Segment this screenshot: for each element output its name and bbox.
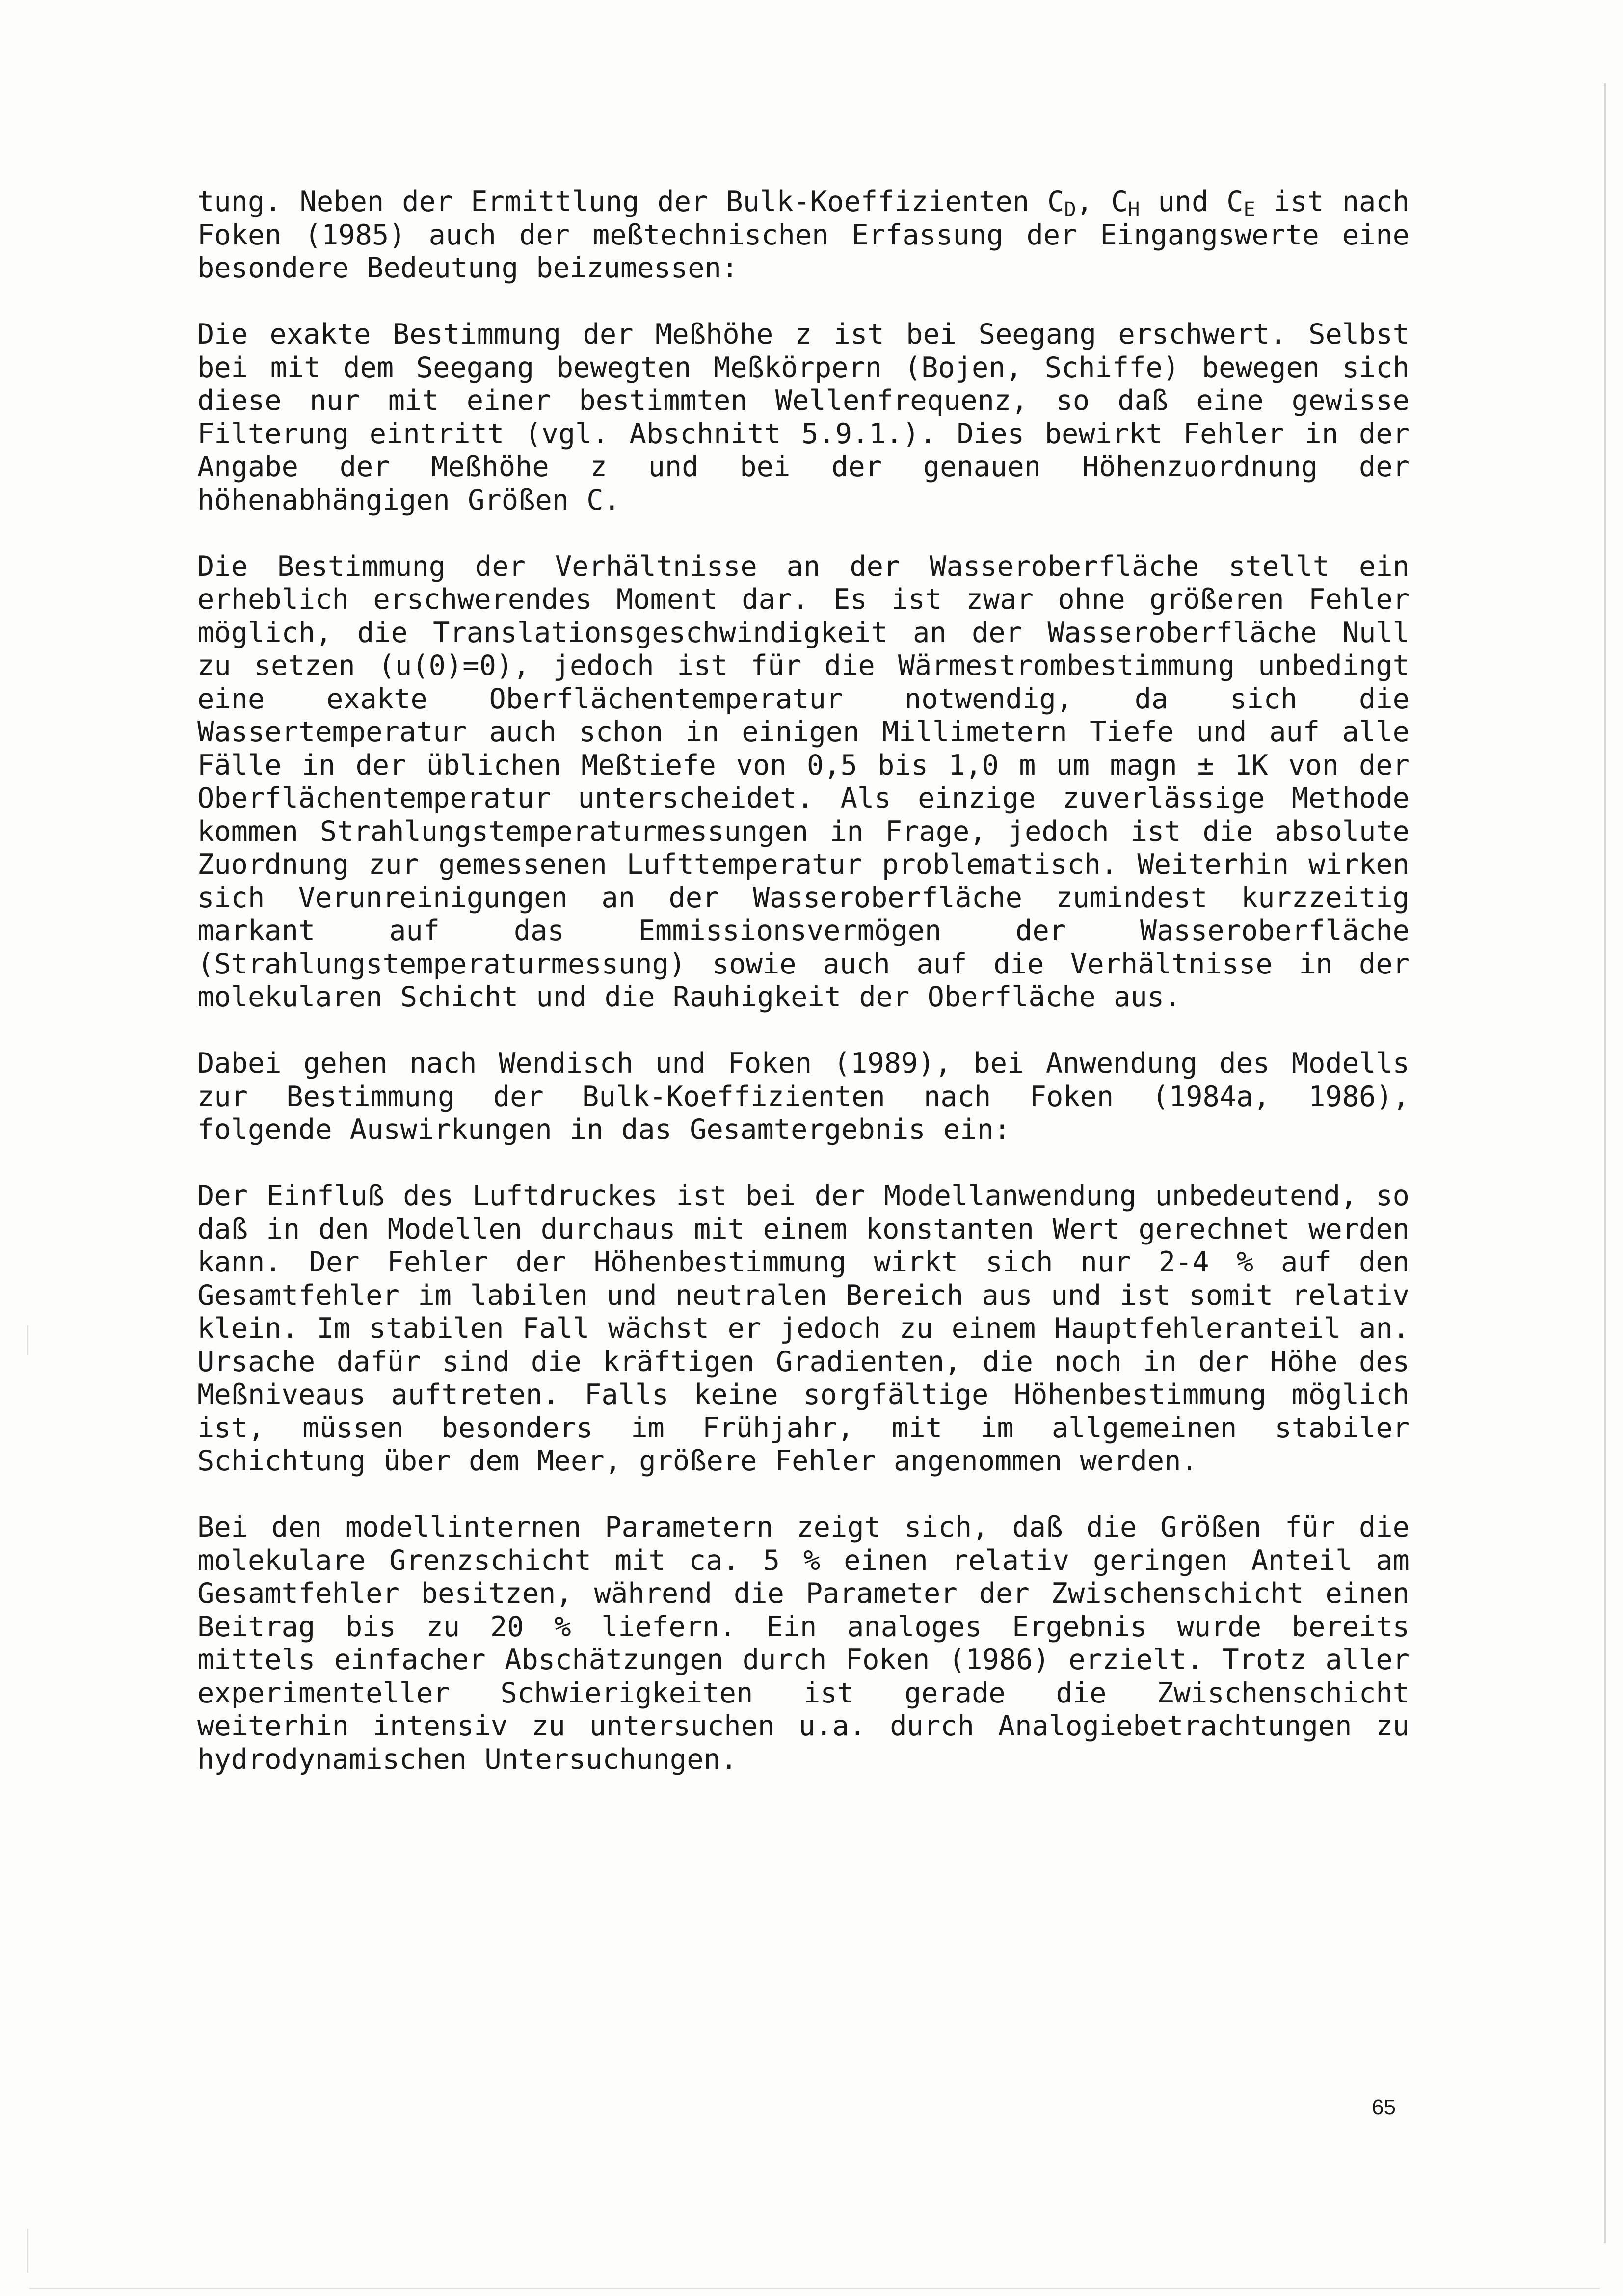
text-run: tung. Neben der Ermittlung der Bulk-Koeffizienten C (197, 186, 1064, 218)
text-run: , C (1076, 186, 1128, 218)
paragraph-5: Der Einfluß des Luftdruckes ist bei der Modellanwendung unbedeutend, so daß in den Modellen durchaus mit einem konstanten Wert gerechnet werden kann. Der Fehler der Höhenbestimmung wirkt sich nur 2-4 % auf den Gesamtfehler im labilen und neutralen Bereich aus und ist somit relativ klein. Im stabilen Fall wächst er jedoch zu einem Hauptfehleranteil an. Ursache dafür sind die kräftigen Gradienten, die noch in der Höhe des Meßniveaus auftreten. Falls keine sorgfältige Höhenbestimmung möglich ist, müssen besonders im Frühjahr, mit im allgemeinen stabiler Schichtung über dem Meer, größere Fehler angenommen werden. (197, 1180, 1410, 1477)
scan-mark-left-bottom (27, 2229, 28, 2273)
scan-edge-right (1604, 83, 1606, 2243)
paragraph-6: Bei den modellinternen Parametern zeigt sich, daß die Größen für die molekulare Grenzschicht mit ca. 5 % einen relativ geringen Anteil am Gesamtfehler besitzen, während die Parameter der Zwischenschicht einen Beitrag bis zu 20 % liefern. Ein analoges Ergebnis wurde bereits mittels einfacher Abschätzungen durch Foken (1986) erzielt. Trotz aller experimenteller Schwierigkeiten ist gerade die Zwischenschicht weiterhin intensiv zu untersuchen u.a. durch Analogiebetrachtungen zu hydrodynamischen Untersuchungen. (197, 1511, 1410, 1776)
subscript-e: E (1243, 198, 1255, 221)
paragraph-3: Die Bestimmung der Verhältnisse an der Wasseroberfläche stellt ein erheblich erschwerendes Moment dar. Es ist zwar ohne größeren Fehler möglich, die Translationsgeschwindigkeit an der Wasseroberfläche Null zu setzen (u(0)=0), jedoch ist für die Wärmestrombestimmung unbedingt eine exakte Oberflächentemperatur notwendig, da sich die Wassertemperatur auch schon in einigen Millimetern Tiefe und auf alle Fälle in der üblichen Meßtiefe von 0,5 bis 1,0 m um magn ± 1K von der Oberflächentemperatur unterscheidet. Als einzige zuverlässige Methode kommen Strahlungstemperaturmessungen in Frage, jedoch ist die absolute Zuordnung zur gemessenen Lufttemperatur problematisch. Weiterhin wirken sich Verunreinigungen an der Wasseroberfläche zumindest kurzzeitig markant auf das Emmissionsvermögen der Wasseroberfläche (Strahlungstemperaturmessung) sowie auch auf die Verhältnisse in der molekularen Schicht und die Rauhigkeit der Oberfläche aus. (197, 550, 1410, 1013)
subscript-d: D (1064, 198, 1076, 221)
scan-mark-left (27, 1325, 28, 1355)
paragraph-2: Die exakte Bestimmung der Meßhöhe z ist bei Seegang erschwert. Selbst bei mit dem Seegang bewegten Meßkörpern (Bojen, Schiffe) bewegen sich diese nur mit einer bestimmten Wellenfrequenz, so daß eine gewisse Filterung eintritt (vgl. Abschnitt 5.9.1.). Dies bewirkt Fehler in der Angabe der Meßhöhe z und bei der genauen Höhenzuordnung der höhenabhängigen Größen C. (197, 318, 1410, 516)
paragraph-4: Dabei gehen nach Wendisch und Foken (1989), bei Anwendung des Modells zur Bestimmung der Bulk-Koeffizienten nach Foken (1984a, 1986), folgende Auswirkungen in das Gesamtergebnis ein: (197, 1047, 1410, 1146)
page-number: 65 (1372, 2095, 1396, 2119)
body-text (197, 186, 1410, 1810)
text-run: ist nach Foken (1985) auch der meßtechnischen Erfassung der Eingangswerte eine besondere Bedeutung beizumessen: (197, 186, 1410, 284)
scan-edge-bottom (29, 2288, 1600, 2289)
paragraph-1 (197, 186, 1410, 285)
text-run: und C (1140, 186, 1244, 218)
subscript-h: H (1128, 198, 1140, 221)
